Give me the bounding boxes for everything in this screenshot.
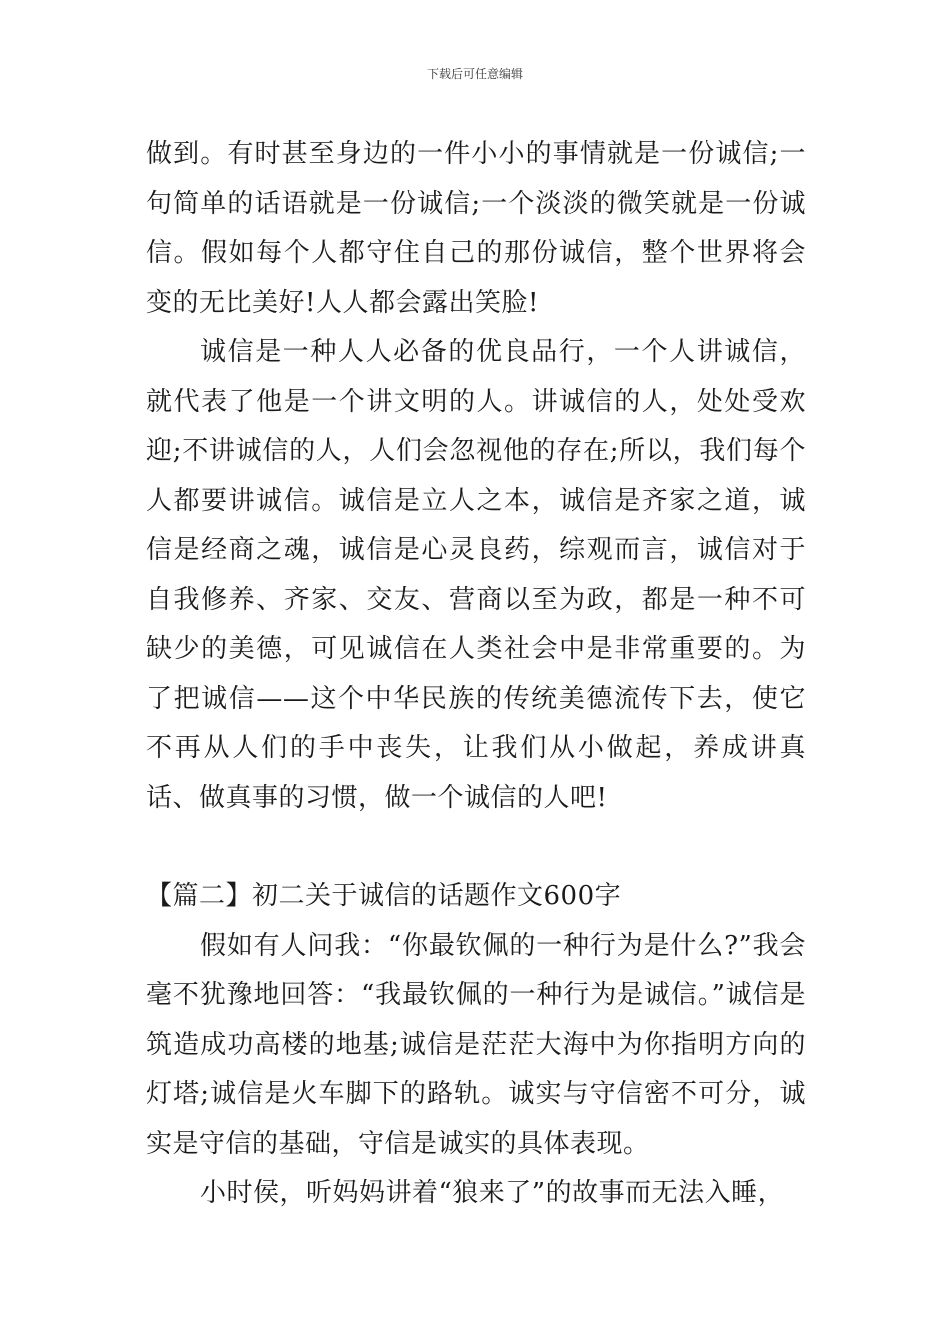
paragraph-4: 小时侯，听妈妈讲着“狼来了”的故事而无法入睡， bbox=[200, 1178, 785, 1208]
paragraph-2: 诚信是一种人人必备的优良品行，一个人讲诚信，就代表了他是一个讲文明的人。讲诚信的人，处处受欢迎;不讲诚信的人，人们会忽视他的存在;所以，我们每个人都要讲诚信。诚信是立人之本，诚信是齐家之道，诚信是经商之魂，诚信是心灵良药，综观而言，诚信对于自我修养、齐家、交友、营商以至为政，都是一种不可缺少的美德，可见诚信在人类社会中是非常重要的。为了把诚信——这个中华民族的传统美德流传下去，使它不再从人们的手中丧失，让我们从小做起，养成讲真话、做真事的习惯，做一个诚信的人吧! bbox=[146, 337, 806, 813]
section-title: 【篇二】初二关于诚信的话题作文600字 bbox=[146, 881, 622, 911]
section-gap bbox=[146, 823, 806, 872]
paragraph-3: 假如有人问我：“你最钦佩的一种行为是什么?”我会毫不犹豫地回答：“我最钦佩的一种行为是诚信。”诚信是筑造成功高楼的地基;诚信是茫茫大海中为你指明方向的灯塔;诚信是火车脚下的路轨。诚实与守信密不可分，诚实是守信的基础，守信是诚实的具体表现。 bbox=[146, 930, 806, 1159]
document-body bbox=[146, 130, 806, 1219]
page-header: 下载后可任意编辑 bbox=[426, 67, 523, 81]
paragraph-1: 做到。有时甚至身边的一件小小的事情就是一份诚信;一句简单的话语就是一份诚信;一个淡淡的微笑就是一份诚信。假如每个人都守住自己的那份诚信，整个世界将会变的无比美好!人人都会露出笑脸! bbox=[146, 139, 806, 318]
